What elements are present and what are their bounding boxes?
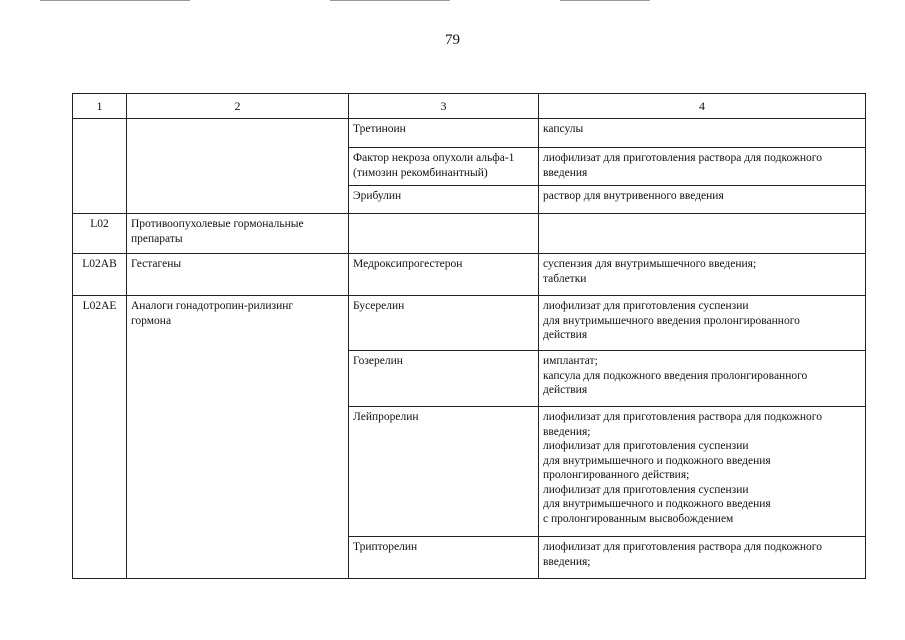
dosage-form: для внутримышечного введения пролонгированного — [543, 314, 800, 327]
dosage-form: для внутримышечного и подкожного введения — [543, 454, 771, 467]
dosage-form: с пролонгированным высвобождением — [543, 512, 734, 525]
dosage-form: лиофилизат для приготовления раствора для подкожного — [543, 411, 822, 423]
drug-cell — [349, 537, 539, 579]
dosage-form: капсулы — [543, 123, 584, 135]
drug-cell — [349, 296, 539, 351]
header-col-3: 3 — [349, 94, 539, 119]
form-cell — [539, 148, 866, 186]
drug-name: Третиноин — [353, 123, 406, 135]
dosage-form: пролонгированного действия; — [543, 469, 690, 481]
atc-code-cell — [73, 254, 127, 296]
table-row — [73, 119, 866, 148]
group-name: Аналоги гонадотропин-рилизинг — [131, 300, 294, 312]
group-name: Противоопухолевые гормональные — [131, 218, 304, 230]
form-cell — [539, 186, 866, 214]
dosage-form: раствор для внутривенного введения — [543, 190, 724, 202]
drug-name: (тимозин рекомбинантный) — [353, 166, 488, 179]
drug-cell — [349, 214, 539, 254]
header-col-4: 4 — [539, 94, 866, 119]
dosage-form: введения; — [543, 425, 591, 438]
dosage-form: лиофилизат для приготовления суспензии — [543, 440, 749, 452]
dosage-form: лиофилизат для приготовления раствора для подкожного — [543, 152, 822, 164]
dosage-form: лиофилизат для приготовления раствора для подкожного — [543, 541, 822, 553]
drug-name: Медроксипрогестерон — [353, 258, 463, 270]
form-cell — [539, 296, 866, 351]
dosage-form: суспензия для внутримышечного введения; — [543, 258, 757, 270]
dosage-form: введения — [543, 166, 588, 179]
form-cell — [539, 119, 866, 148]
form-cell — [539, 254, 866, 296]
atc-code-cell — [73, 119, 127, 214]
dosage-form: действия — [543, 329, 588, 341]
header-col-1: 1 — [73, 94, 127, 119]
table-header-row — [73, 94, 866, 119]
group-cell — [127, 214, 349, 254]
group-cell — [127, 254, 349, 296]
drug-cell — [349, 351, 539, 407]
dosage-form: для внутримышечного и подкожного введения — [543, 498, 771, 510]
form-cell — [539, 351, 866, 407]
atc-code: L02 — [90, 218, 109, 230]
table-row — [73, 296, 866, 351]
drug-name: Эрибулин — [353, 190, 402, 202]
group-cell — [127, 296, 349, 579]
group-name: препараты — [131, 232, 183, 245]
medication-table — [72, 93, 866, 579]
form-cell — [539, 214, 866, 254]
form-cell — [539, 407, 866, 537]
drug-cell — [349, 119, 539, 148]
dosage-form: лиофилизат для приготовления суспензии — [543, 300, 749, 312]
table-row — [73, 254, 866, 296]
dosage-form: введения; — [543, 555, 591, 568]
drug-name: Гозерелин — [353, 355, 403, 367]
dosage-form: таблетки — [543, 272, 587, 285]
drug-cell — [349, 186, 539, 214]
scan-edge-line-right — [560, 0, 650, 1]
dosage-form: имплантат; — [543, 355, 598, 367]
drug-name: Фактор некроза опухоли альфа-1 — [353, 152, 515, 164]
page-number: 79 — [445, 32, 460, 48]
dosage-form: лиофилизат для приготовления суспензии — [543, 483, 749, 496]
group-name: гормона — [131, 314, 172, 327]
table-row — [73, 214, 866, 254]
group-cell — [127, 119, 349, 214]
drug-cell — [349, 254, 539, 296]
atc-code-cell — [73, 296, 127, 579]
scan-edge-line-left — [40, 0, 190, 1]
drug-name: Трипторелин — [353, 541, 418, 553]
drug-cell — [349, 407, 539, 537]
header-col-2: 2 — [127, 94, 349, 119]
atc-code: L02AE — [82, 300, 117, 312]
drug-name: Бусерелин — [353, 300, 405, 312]
drug-cell — [349, 148, 539, 186]
dosage-form: действия — [543, 384, 588, 396]
atc-code-cell — [73, 214, 127, 254]
group-name: Гестагены — [131, 258, 182, 270]
form-cell — [539, 537, 866, 579]
dosage-form: капсула для подкожного введения пролонгированного — [543, 369, 808, 382]
atc-code: L02AB — [82, 258, 117, 270]
scan-edge-line-center — [330, 0, 450, 1]
drug-name: Лейпрорелин — [353, 411, 419, 423]
